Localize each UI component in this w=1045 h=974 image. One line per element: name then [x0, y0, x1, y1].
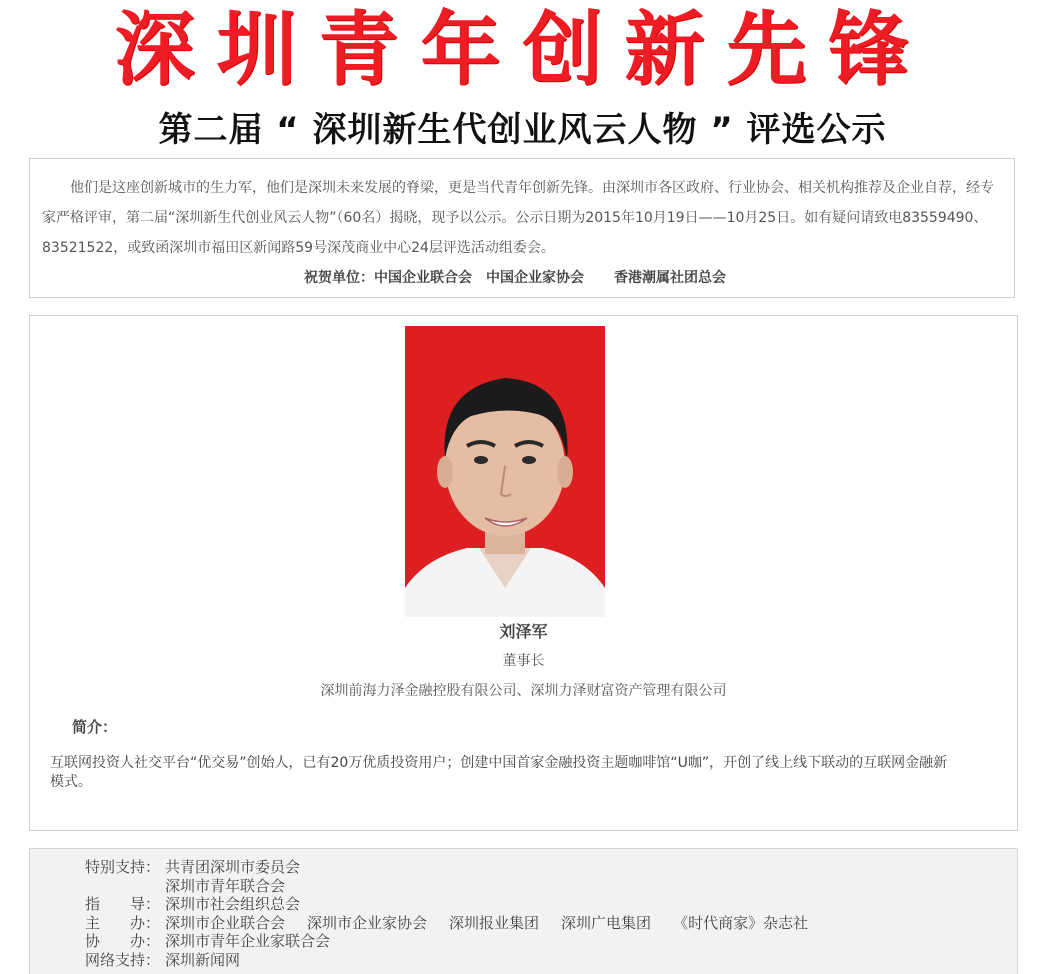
footer-value: 共青团深圳市委员会: [165, 858, 301, 876]
profile-card: [29, 315, 1018, 831]
footer-value: 深圳市社会组织总会: [165, 895, 301, 913]
congrats-unit: 中国企业联合会: [374, 270, 472, 286]
footer-row-net: [85, 951, 1017, 970]
footer-row-special: [85, 858, 1017, 877]
bio-label: 简介：: [72, 718, 118, 736]
congrats-unit: 中国企业家协会: [486, 270, 584, 286]
banner-title: 深圳青年创新先锋: [114, 3, 931, 96]
bio-text: 互联网投资人社交平台“优交易”创始人，已有20万优质投资用户；创建中国首家金融投资主题咖啡馆“U咖”，开创了线上线下联动的互联网金融新模式。: [50, 755, 948, 790]
person-position: 董事长: [502, 653, 545, 669]
footer-host: 深圳市企业联合会: [165, 913, 286, 932]
footer-host-list: [165, 914, 830, 933]
footer-row-co: [85, 932, 1017, 951]
footer-row-guide: [85, 895, 1017, 914]
footer-row-special-cont: [85, 877, 1017, 896]
footer-label: 特别支持：: [85, 858, 161, 876]
footer-row-host: [85, 914, 1017, 933]
footer-label: 网络支持：: [85, 950, 161, 969]
footer-host: 《时代商家》杂志社: [673, 913, 809, 932]
person-company: 深圳前海力泽金融控股有限公司、深圳力泽财富资产管理有限公司: [320, 683, 727, 699]
intro-box: [29, 158, 1015, 298]
congrats-label: 祝贺单位：: [304, 270, 374, 286]
footer-host: 深圳市企业家协会: [307, 913, 428, 932]
footer-label: 指 导：: [85, 895, 161, 913]
footer-host: 深圳报业集团: [449, 913, 540, 932]
footer-value: 深圳市青年企业家联合会: [165, 932, 331, 950]
congrats-line: [42, 263, 1002, 293]
page-subtitle: 第二届 “ 深圳新生代创业风云人物 ” 评选公示: [158, 110, 887, 150]
footer-value: 深圳市青年联合会: [165, 876, 286, 895]
footer-credits: [29, 848, 1018, 974]
person-name: 刘泽军: [499, 622, 548, 641]
intro-paragraph: 他们是这座创新城市的生力军，他们是深圳未来发展的脊梁，更是当代青年创新先锋。由深圳市各区政府、行业协会、相关机构推荐及企业自荐，经专家严格评审，第二届“深圳新生代创业风云人物”（60名）揭晓，现予以公示。公示日期为2015年10月19日——10月25日。如有疑问请致电83559490、83521522，或致函深圳市福田区新闻路59号深茂商业中心24层评选活动组委会。: [42, 180, 994, 256]
portrait-illustration: [405, 326, 605, 617]
congrats-unit: 香港潮属社团总会: [614, 270, 726, 286]
portrait-photo: [405, 326, 605, 617]
footer-host: 深圳广电集团: [561, 913, 652, 932]
footer-label: 协 办：: [85, 932, 161, 950]
footer-label: 主 办：: [85, 913, 161, 932]
footer-value: 深圳新闻网: [165, 950, 241, 969]
